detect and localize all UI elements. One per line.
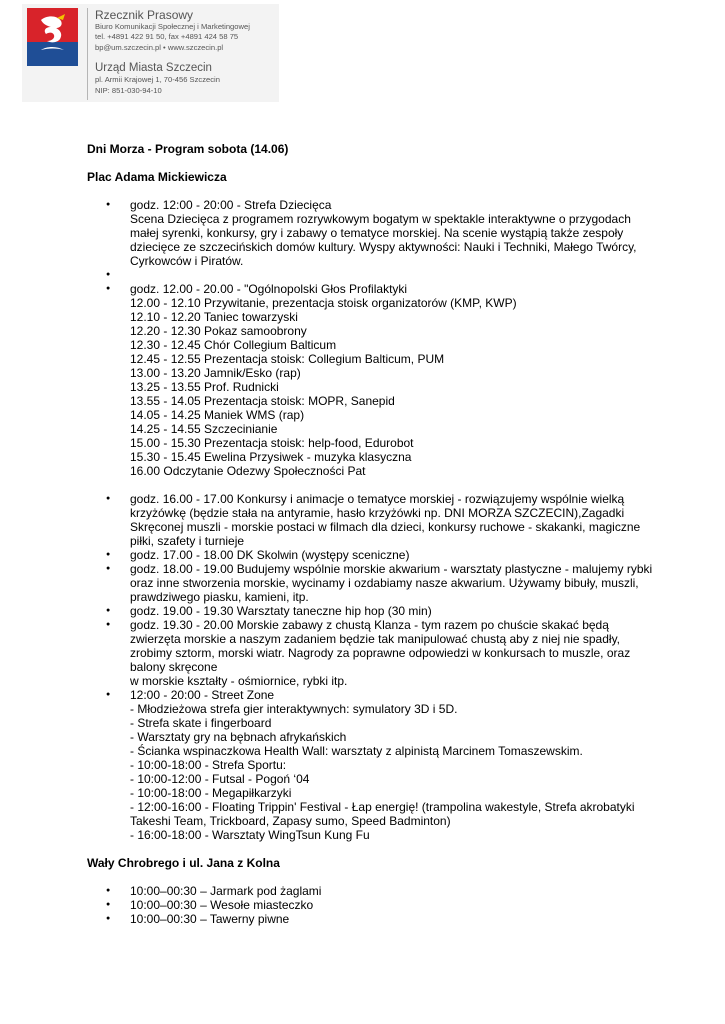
letterhead-divider [87,8,88,100]
list-item-text: 12.20 - 12.30 Pokaz samoobrony [130,324,307,338]
letterhead-line: tel. +4891 422 91 50, fax +4891 424 58 75 [95,32,239,42]
list-item [87,268,657,282]
list-item-text: ● 10:00–00:30 – Wesołe miasteczko [130,898,314,912]
list-item [87,548,657,562]
office-title: Urząd Miasta Szczecin [95,62,212,75]
list-item-text: 12.10 - 12.20 Taniec towarzyski [130,310,298,324]
spacer [87,842,657,856]
list-item [87,562,657,604]
spacer [87,478,657,492]
list-item-text: 12.30 - 12.45 Chór Collegium Balticum [130,338,337,352]
list-item [87,898,657,912]
list-item-text: - 12:00-16:00 - Floating Trippin' Festival - Łap energię! (trampolina wakestyle, Strefa akrobatyki Takeshi Team, Trickboard, Zapasy sumo, Speed Badminton) [130,800,635,828]
list-item-text: ● godz. 18.00 - 19.00 Budujemy wspólnie morskie akwarium - warsztaty plastyczne - malujemy rybki oraz inne stworzenia morskie, wycinamy i ozdabiamy nasze akwarium. Używamy bibuły, muszli, prawdziwego piasku, kamieni, itp. [130,562,653,604]
office-line: NIP: 851-030-94-10 [95,85,162,95]
list-item-text: ● 10:00–00:30 – Tawerny piwne [130,912,290,926]
list-item [87,688,657,842]
office-line: pl. Armii Krajowej 1, 70-456 Szczecin [95,75,220,85]
list-item-text: ● godz. 12.00 - 20.00 - "Ogólnopolski Głos Profilaktyki [130,282,408,296]
list-item-text: - 10:00-12:00 - Futsal - Pogoń ‘04 [130,772,310,786]
section-heading: Wały Chrobrego i ul. Jana z Kolna [87,856,280,870]
letterhead-line: bp@um.szczecin.pl • www.szczecin.pl [95,42,224,52]
list-item-text: ● 10:00–00:30 – Jarmark pod żaglami [130,884,322,898]
list-item-text: 13.00 - 13.20 Jamnik/Esko (rap) [130,366,301,380]
list-item [87,282,657,478]
list-item-text: - Ścianka wspinaczkowa Health Wall: warsztaty z alpinistą Marcinem Tomaszewskim. [130,744,583,758]
letterhead-title: Rzecznik Prasowy [95,8,194,22]
list-item-text: 14.25 - 14.55 Szczecinianie [130,422,278,436]
list-item [87,884,657,898]
list-item-text: ● godz. 17.00 - 18.00 DK Skolwin (występy sceniczne) [130,548,410,562]
list-item-text: - Młodzieżowa strefa gier interaktywnych: symulatory 3D i 5D. [130,702,458,716]
letterhead-text [95,8,250,96]
list-item-text: - Warsztaty gry na bębnach afrykańskich [130,730,347,744]
list-item-text: 12.00 - 12.10 Przywitanie, prezentacja stoisk organizatorów (KMP, KWP) [130,296,517,310]
list-item-text: ● godz. 19.00 - 19.30 Warsztaty taneczne hip hop (30 min) [130,604,432,618]
szczecin-griffin-logo-icon [27,8,78,66]
list-item-text: 13.55 - 14.05 Prezentacja stoisk: MOPR, Sanepid [130,394,395,408]
list-item-text: ● godz. 12:00 - 20:00 - Strefa Dziecięca [130,198,332,212]
document-body [87,142,657,926]
list-item-text: Scena Dziecięca z programem rozrywkowym bogatym w spektakle interaktywne o przygodach małej syrenki, konkursy, gry i zabawy o tematyce morskiej. Na scenie wystąpią także zespoły dziecięce ze szczecińskich domów kultury. Wyspy aktywności: Nauki i Techniki, Małego Twórcy, Cyrkowców i Piratów. [130,212,637,268]
list-item [87,492,657,548]
letterhead [22,4,279,102]
list-item-text: - Strefa skate i fingerboard [130,716,272,730]
list-item-text: 15.00 - 15.30 Prezentacja stoisk: help-food, Edurobot [130,436,414,450]
list-item-text: 13.25 - 13.55 Prof. Rudnicki [130,380,279,394]
list-item-text: 14.05 - 14.25 Maniek WMS (rap) [130,408,305,422]
letterhead-line: Biuro Komunikacji Społecznej i Marketingowej [95,22,250,31]
list-item [87,198,657,268]
program-list-2 [87,492,657,842]
program-list-3 [87,884,657,926]
list-item-text: w morskie kształty - ośmiornice, rybki itp. [130,674,348,688]
list-item-text: ● godz. 19.30 - 20.00 Morskie zabawy z chustą Klanza - tym razem po chuście skakać będą zwierzęta morskie a naszym zadaniem będzie tak manipulować chustą aby z niej nie spadły, zrobimy sztorm, morski wiatr. Nagrody za poprawne odpowiedzi w konkursach to muszle, oraz balony skręcone [130,618,631,674]
list-item-text [130,268,657,282]
list-item-text: ● 12:00 - 20:00 - Street Zone [130,688,275,702]
list-item-text: 12.45 - 12.55 Prezentacja stoisk: Collegium Balticum, PUM [130,352,445,366]
list-item [87,912,657,926]
list-item-text: ● godz. 16.00 - 17.00 Konkursy i animacje o tematyce morskiej - rozwiązujemy wspólnie wielką krzyżówkę (będzie stała na antyramie, hasło krzyżówki np. DNI MORZA SZCZECIN),Zagadki Skręconej muszli - morskie postaci w filmach dla dzieci, konkursy ruchowe - skakanki, magiczne piłki, szafety i turnieje [130,492,641,548]
list-item-text: 16.00 Odczytanie Odezwy Społeczności Pat [130,464,366,478]
program-list-1 [87,198,657,478]
list-item-text: - 16:00-18:00 - Warsztaty WingTsun Kung Fu [130,828,370,842]
list-item-text: 15.30 - 15.45 Ewelina Przysiwek - muzyka klasyczna [130,450,412,464]
document-title: Dni Morza - Program sobota (14.06) [87,142,289,156]
list-item-text: - 10:00-18:00 - Strefa Sportu: [130,758,287,772]
list-item [87,604,657,618]
list-item-text: - 10:00-18:00 - Megapiłkarzyki [130,786,292,800]
section-heading: Plac Adama Mickiewicza [87,170,227,184]
list-item [87,618,657,688]
